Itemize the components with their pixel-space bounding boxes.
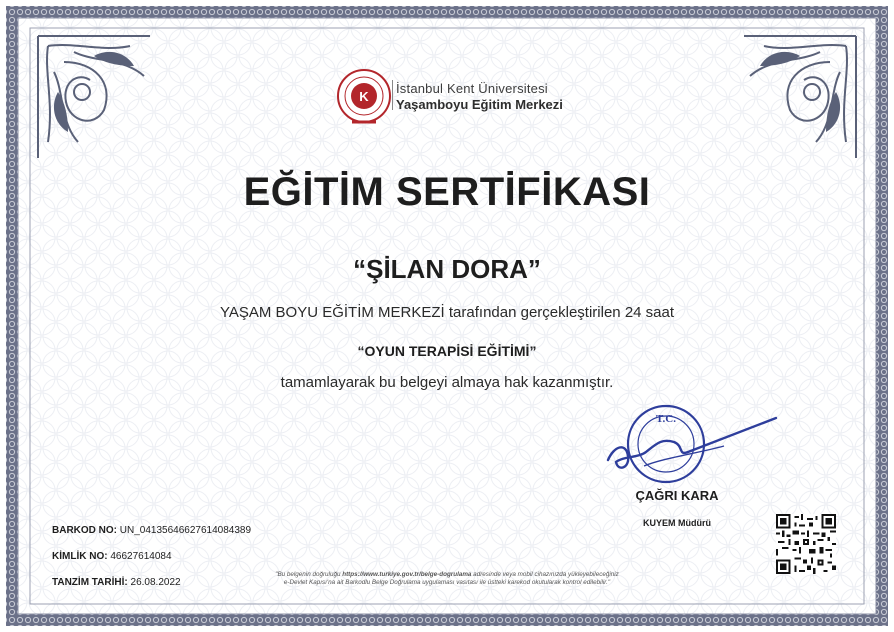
barcode-value: UN_04135646627614084389: [119, 525, 252, 536]
svg-text:K: K: [359, 89, 369, 104]
corner-ornament-icon: [740, 32, 860, 162]
certificate-title: EĞİTİM SERTİFİKASI: [243, 170, 651, 214]
body-line1: YAŞAM BOYU EĞİTİM MERKEZİ tarafından gerçekleştirilen 24 saat: [219, 304, 675, 321]
logo-line2: Yaşamboyu Eğitim Merkezi: [396, 97, 563, 112]
date-value: 26.08.2022: [130, 577, 181, 588]
stamp-text: T.C.: [656, 413, 676, 425]
barcode-label: BARKOD NO:: [52, 525, 117, 536]
course-name: “OYUN TERAPİSİ EĞİTİMİ”: [357, 343, 537, 359]
barcode-row: [52, 525, 251, 536]
qr-code-icon: [776, 514, 836, 574]
id-label: KİMLİK NO:: [52, 551, 108, 562]
verification-pre: "Bu belgenin doğruluğu: [275, 571, 343, 578]
body-line2: tamamlayarak bu belgeyi almaya hak kazanmıştır.: [280, 374, 614, 391]
verification-line2: e-Devlet Kapısı'na ait Barkodlu Belge Doğrulama uygulaması vasıtası ile üstteki karekod okutularak kontrol edilebilir.": [283, 579, 611, 586]
verification-url[interactable]: https://www.turkiye.gov.tr/belge-dogrulama: [342, 571, 472, 578]
corner-ornament-icon: [34, 32, 154, 162]
verification-post: adresinde veya mobil cihazınızda yükleyebileceğiniz: [471, 571, 619, 578]
date-row: [52, 577, 181, 588]
logo-divider: [392, 80, 393, 110]
verification-note: [212, 571, 682, 587]
signer-title: KUYEM Müdürü: [643, 518, 711, 528]
university-seal-icon: [336, 66, 392, 128]
logo-line1: İstanbul Kent Üniversitesi: [396, 81, 548, 96]
id-value: 46627614084: [110, 551, 172, 562]
signer-name: ÇAĞRI KARA: [635, 488, 719, 503]
id-row: [52, 551, 172, 562]
recipient-name: “ŞİLAN DORA”: [353, 254, 541, 284]
official-stamp-icon: [604, 398, 778, 494]
date-label: TANZİM TARİHİ:: [52, 577, 128, 588]
